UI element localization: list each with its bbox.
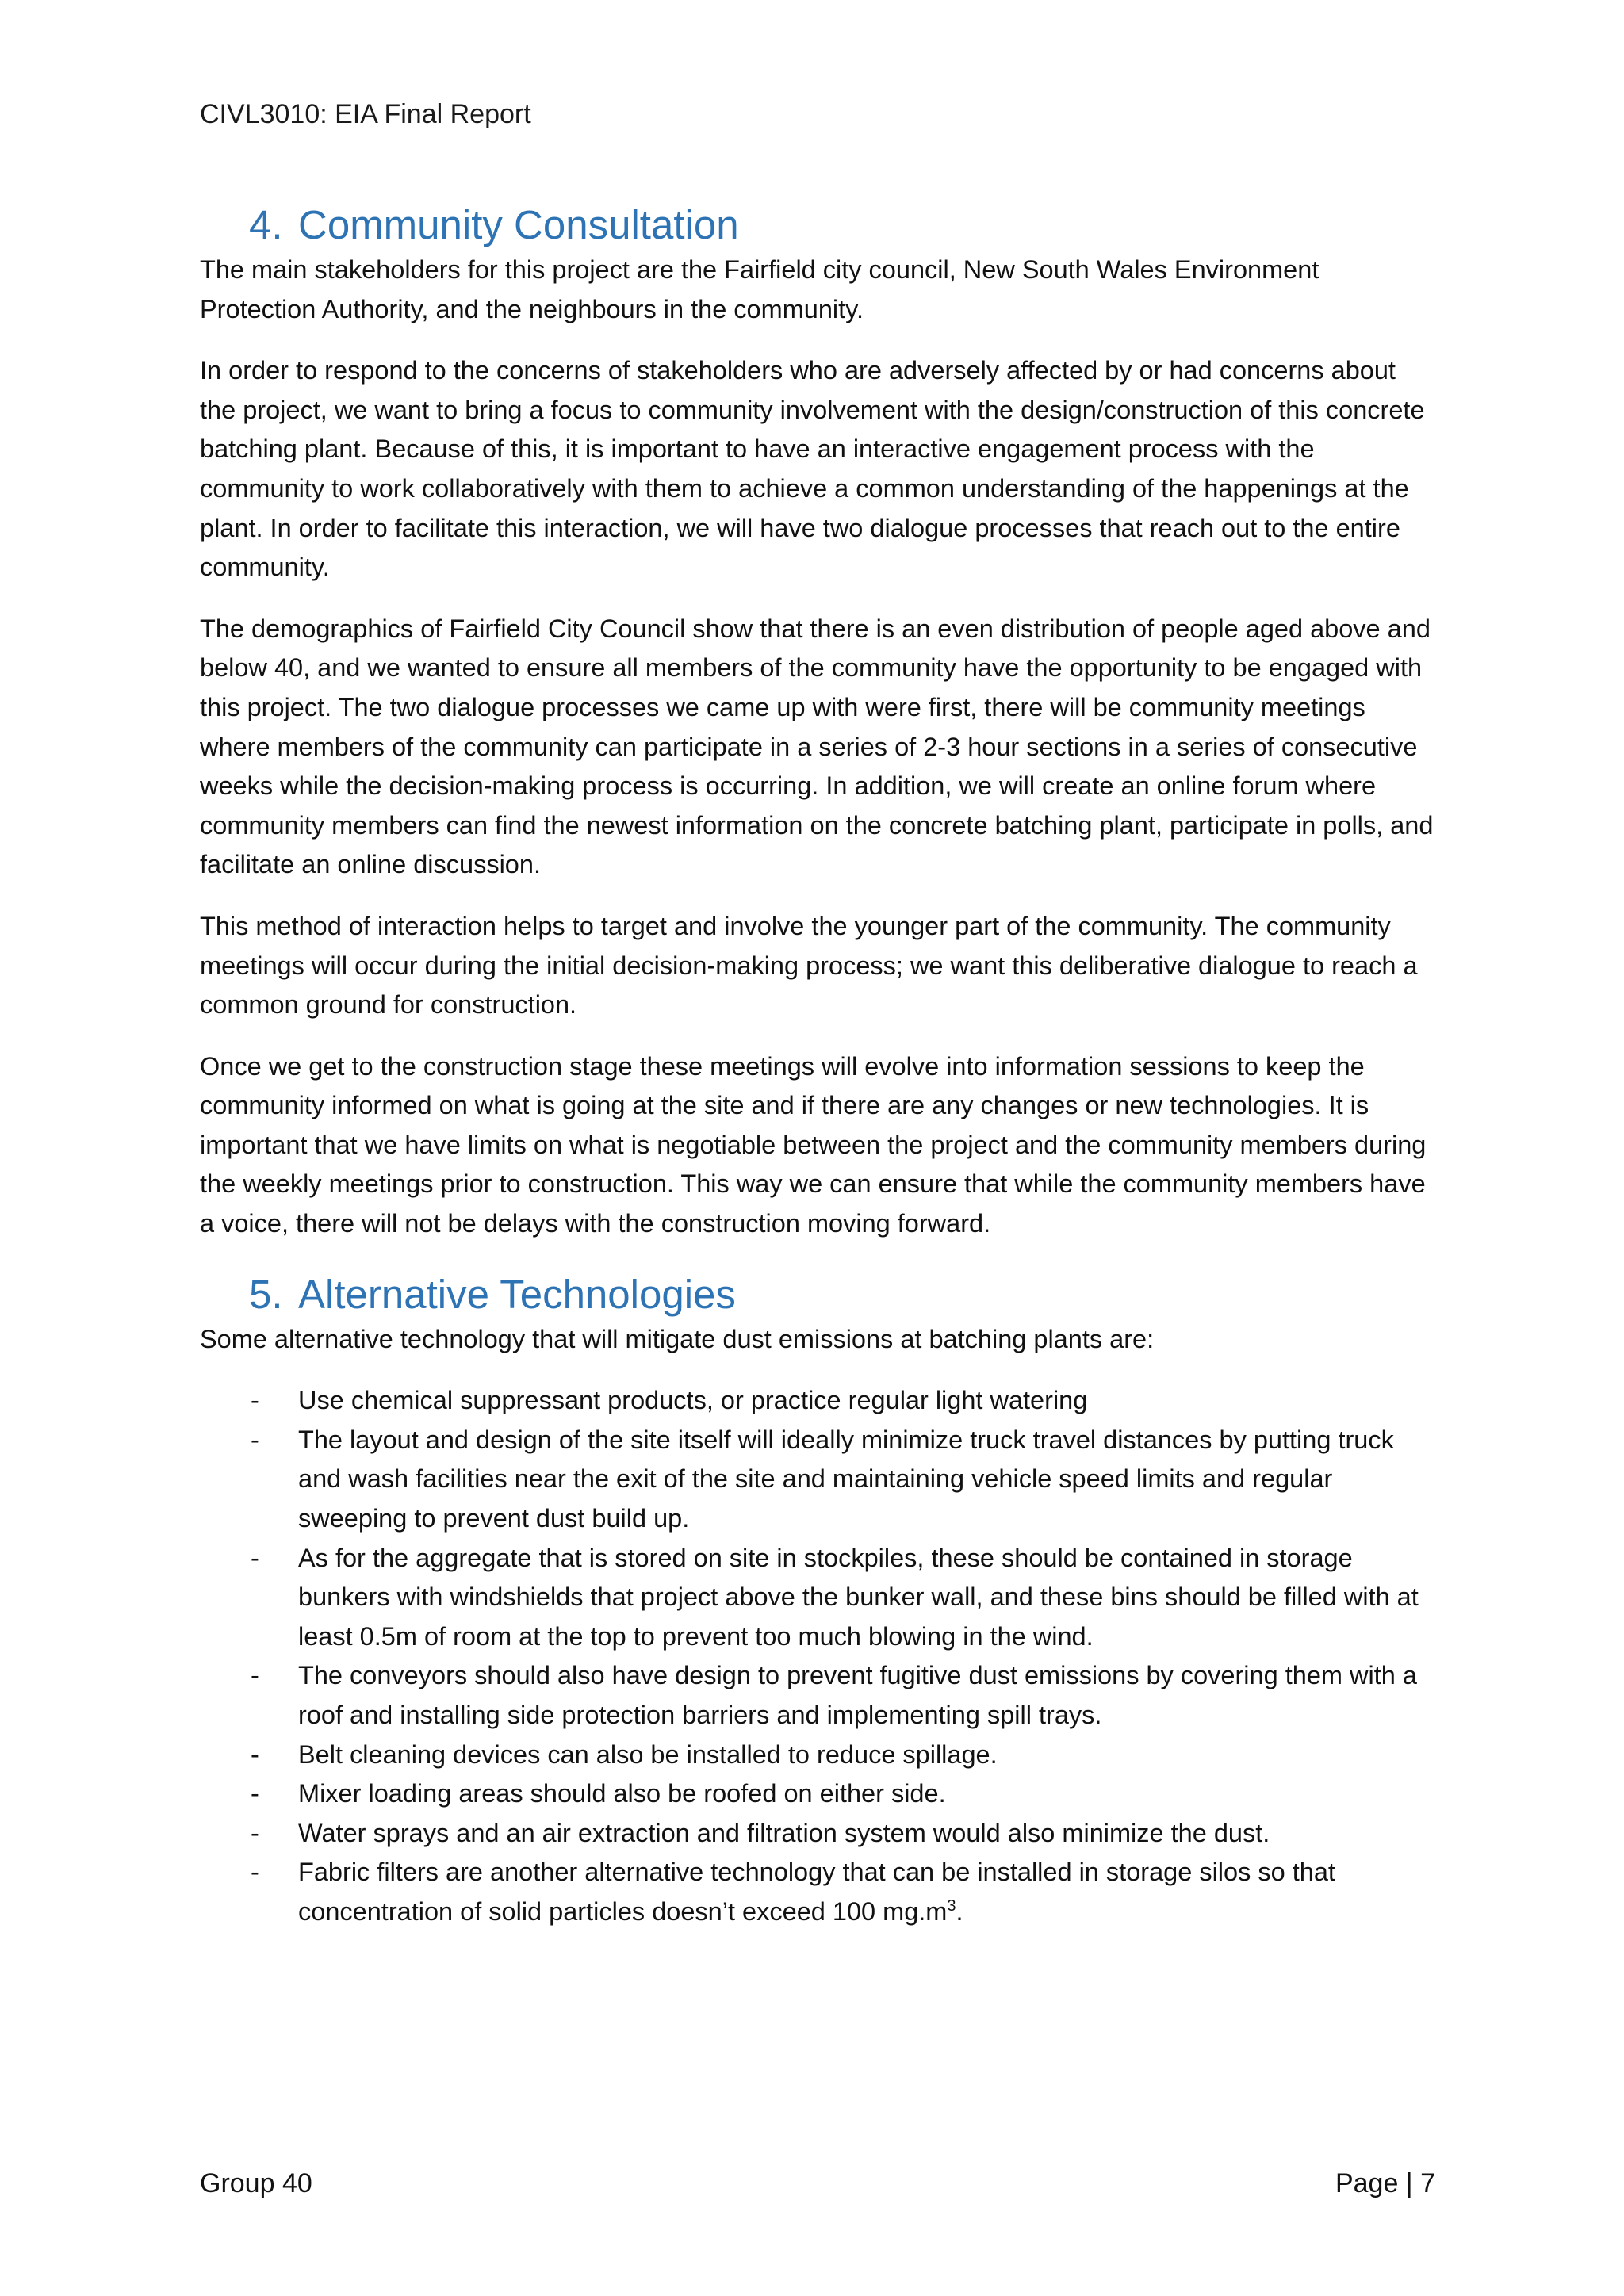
list-item-text: The conveyors should also have design to prevent fugitive dust emissions by covering them with a roof and installing side protection barriers and implementing spill trays.	[298, 1661, 1417, 1729]
list-item	[200, 1853, 1437, 1931]
section-number: 5.	[249, 1271, 283, 1317]
paragraph: The main stakeholders for this project are the Fairfield city council, New South Wales Environment Protection Authority, and the neighbours in the community.	[200, 255, 1320, 323]
bullet-marker: -	[251, 1661, 259, 1690]
list-item-text: Use chemical suppressant products, or practice regular light watering	[298, 1386, 1088, 1415]
footer-group-label: Group 40	[200, 2168, 312, 2198]
bullet-list	[200, 1381, 1437, 1931]
page-content	[200, 200, 1437, 1932]
paragraph: The demographics of Fairfield City Council show that there is an even distribution of people aged above and below 40, and we wanted to ensure all members of the community have the opportunity to be engaged with this project. The two dialogue processes we came up with were first, there will be community meetings where members of the community can participate in a series of 2-3 hour sections in a series of consecutive weeks while the decision-making process is occurring. In addition, we will create an online forum where community members can find the newest information on the concrete batching plant, participate in polls, and facilitate an online discussion.	[200, 614, 1434, 879]
section-heading-community-consultation	[200, 200, 1437, 251]
list-item	[200, 1735, 1437, 1775]
superscript: 3	[947, 1897, 956, 1915]
list-item-text: Water sprays and an air extraction and filtration system would also minimize the dust.	[298, 1818, 1270, 1847]
list-item-text-main: Fabric filters are another alternative technology that can be installed in storage silos so that concentration of solid particles doesn’t exceed 100 mg.m	[298, 1858, 1335, 1926]
list-item	[200, 1381, 1437, 1421]
bullet-marker: -	[251, 1543, 259, 1572]
bullet-marker: -	[251, 1386, 259, 1415]
footer-page-number: Page | 7	[1335, 2168, 1435, 2198]
section-number: 4.	[249, 202, 283, 247]
list-item	[200, 1656, 1437, 1735]
list-item-text: The layout and design of the site itself will ideally minimize truck travel distances by putting truck and wash facilities near the exit of the site and maintaining vehicle speed limits and regular sweeping to prevent dust build up.	[298, 1425, 1394, 1533]
section-heading-alternative-technologies	[200, 1269, 1437, 1320]
list-item-text: Mixer loading areas should also be roofed on either side.	[298, 1779, 946, 1808]
bullet-marker: -	[251, 1739, 259, 1769]
list-item	[200, 1539, 1437, 1657]
bullet-marker: -	[251, 1779, 259, 1808]
section-title: Alternative Technologies	[298, 1271, 736, 1317]
paragraph: This method of interaction helps to target and involve the younger part of the community. The community meetings will occur during the initial decision-making process; we want this deliberative dialogue to reach a common ground for construction.	[200, 911, 1418, 1020]
paragraph: In order to respond to the concerns of stakeholders who are adversely affected by or had concerns about the project, we want to bring a focus to community involvement with the design/construction of this concrete batching plant. Because of this, it is important to have an interactive engagement process with the community to work collaboratively with them to achieve a common understanding of the happenings at the plant. In order to facilitate this interaction, we will have two dialogue processes that reach out to the entire community.	[200, 356, 1425, 582]
list-item-text-end: .	[956, 1896, 963, 1926]
running-header: CIVL3010: EIA Final Report	[200, 99, 531, 129]
list-item-text	[298, 1853, 1437, 1931]
list-item	[200, 1421, 1437, 1539]
section-title: Community Consultation	[298, 202, 739, 247]
bullet-marker: -	[251, 1818, 259, 1847]
list-item	[200, 1774, 1437, 1814]
bullet-marker: -	[251, 1425, 259, 1454]
list-item-text: Belt cleaning devices can also be installed to reduce spillage.	[298, 1739, 998, 1769]
bullet-marker: -	[251, 1858, 259, 1887]
list-item	[200, 1814, 1437, 1854]
list-item-text: As for the aggregate that is stored on site in stockpiles, these should be contained in storage bunkers with windshields that project above the bunker wall, and these bins should be filled with at least 0.5m of room at the top to prevent too much blowing in the wind.	[298, 1543, 1419, 1651]
section-intro: Some alternative technology that will mitigate dust emissions at batching plants are:	[200, 1324, 1155, 1353]
paragraph: Once we get to the construction stage these meetings will evolve into information sessions to keep the community informed on what is going at the site and if there are any changes or new technologies. It is important that we have limits on what is negotiable between the project and the community members during the weekly meetings prior to construction. This way we can ensure that while the community members have a voice, there will not be delays with the construction moving forward.	[200, 1051, 1427, 1238]
